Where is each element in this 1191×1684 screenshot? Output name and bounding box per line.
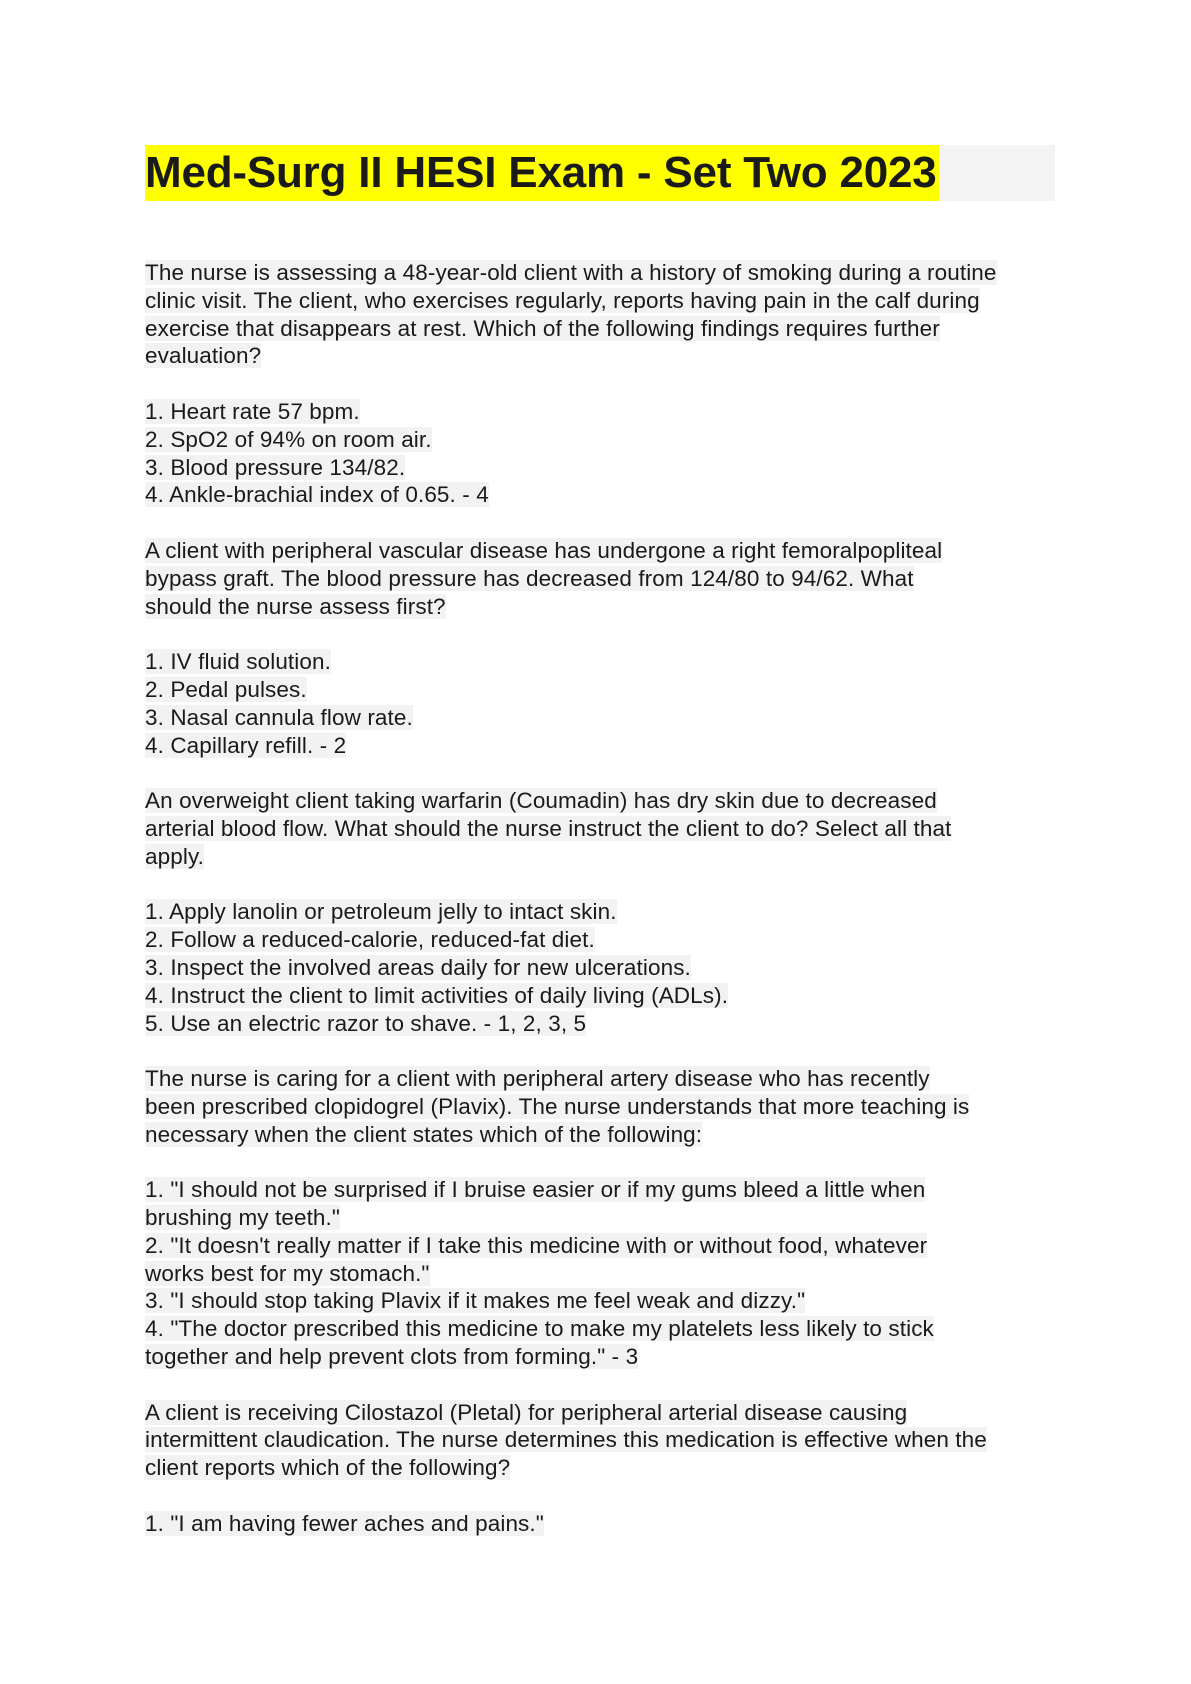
answer-option-line — [145, 898, 1055, 926]
spacer — [145, 620, 1055, 648]
question-block — [145, 259, 1055, 537]
answer-option-text: 1. Apply lanolin or petroleum jelly to intact skin. — [145, 899, 617, 925]
answer-option-text: 4. Instruct the client to limit activities of daily living (ADLs). — [145, 982, 729, 1008]
answer-option-line — [145, 1315, 1055, 1343]
question-stem-text: exercise that disappears at rest. Which of the following findings requires further — [145, 315, 940, 341]
question-stem-line — [145, 815, 1055, 843]
question-stem-line — [145, 565, 1055, 593]
question-list — [145, 259, 1055, 1538]
question-stem-text: apply. — [145, 843, 204, 869]
answer-option-text: 3. "I should stop taking Plavix if it makes me feel weak and dizzy." — [145, 1288, 806, 1314]
question-stem-line — [145, 342, 1055, 370]
question-stem-text: clinic visit. The client, who exercises regularly, reports having pain in the calf during — [145, 287, 980, 313]
spacer — [145, 370, 1055, 398]
answer-option-line — [145, 648, 1055, 676]
question-stem-text: The nurse is caring for a client with peripheral artery disease who has recently — [145, 1066, 930, 1092]
page-title: Med-Surg II HESI Exam - Set Two 2023 — [145, 145, 939, 201]
answer-option-line — [145, 704, 1055, 732]
question-stem-line — [145, 287, 1055, 315]
answer-option-text: 1. IV fluid solution. — [145, 649, 331, 675]
answer-option-line — [145, 1176, 1055, 1204]
question-stem-text: An overweight client taking warfarin (Coumadin) has dry skin due to decreased — [145, 788, 937, 814]
question-stem-line — [145, 787, 1055, 815]
question-stem-line — [145, 1426, 1055, 1454]
question-stem-text: intermittent claudication. The nurse determines this medication is effective when the — [145, 1427, 987, 1453]
answer-option-line — [145, 676, 1055, 704]
spacer — [145, 1371, 1055, 1399]
question-stem-text: necessary when the client states which of the following: — [145, 1121, 703, 1147]
question-stem-text: should the nurse assess first? — [145, 593, 446, 619]
question-stem-text: bypass graft. The blood pressure has decreased from 124/80 to 94/62. What — [145, 565, 914, 591]
answer-option-line — [145, 1510, 1055, 1538]
answer-option-text: 3. Nasal cannula flow rate. — [145, 704, 413, 730]
question-stem-text: arterial blood flow. What should the nurse instruct the client to do? Select all that — [145, 815, 952, 841]
answer-option-line — [145, 398, 1055, 426]
answer-option-text: 2. "It doesn't really matter if I take this medicine with or without food, whatever — [145, 1232, 928, 1258]
question-block — [145, 1065, 1055, 1399]
answer-option-text: 1. "I am having fewer aches and pains." — [145, 1510, 544, 1536]
answer-option-line — [145, 1204, 1055, 1232]
answer-option-line — [145, 982, 1055, 1010]
question-block — [145, 787, 1055, 1065]
question-stem-line — [145, 1093, 1055, 1121]
answer-option-line — [145, 926, 1055, 954]
answer-option-text: 2. SpO2 of 94% on room air. — [145, 426, 432, 452]
answer-option-text: 3. Inspect the involved areas daily for new ulcerations. — [145, 954, 691, 980]
question-stem-text: evaluation? — [145, 343, 262, 369]
answer-option-line — [145, 1343, 1055, 1371]
question-stem-line — [145, 259, 1055, 287]
question-stem-text: The nurse is assessing a 48-year-old client with a history of smoking during a routine — [145, 260, 997, 285]
question-stem-text: been prescribed clopidogrel (Plavix). The nurse understands that more teaching is — [145, 1093, 970, 1119]
question-stem-line — [145, 315, 1055, 343]
question-stem-text: client reports which of the following? — [145, 1455, 511, 1481]
answer-option-line — [145, 426, 1055, 454]
question-stem-line — [145, 1454, 1055, 1482]
question-stem-line — [145, 843, 1055, 871]
answer-option-text: 4. "The doctor prescribed this medicine to make my platelets less likely to stick — [145, 1316, 934, 1342]
answer-option-text: 1. "I should not be surprised if I bruise easier or if my gums bleed a little when — [145, 1177, 926, 1203]
title-band — [145, 145, 1055, 201]
spacer — [145, 1037, 1055, 1065]
answer-option-line — [145, 1010, 1055, 1038]
answer-option-text: works best for my stomach." — [145, 1260, 430, 1286]
question-stem-text: A client is receiving Cilostazol (Pletal) for peripheral arterial disease causing — [145, 1399, 908, 1425]
spacer — [145, 1482, 1055, 1510]
spacer — [145, 871, 1055, 899]
answer-option-line — [145, 732, 1055, 760]
answer-option-text: 3. Blood pressure 134/82. — [145, 454, 406, 480]
answer-option-text: 5. Use an electric razor to shave. - 1, 2, 3, 5 — [145, 1010, 587, 1036]
question-stem-line — [145, 1121, 1055, 1149]
question-block — [145, 537, 1055, 787]
answer-option-line — [145, 1287, 1055, 1315]
spacer — [145, 759, 1055, 787]
answer-option-text: 4. Capillary refill. - 2 — [145, 732, 347, 758]
answer-option-line — [145, 1232, 1055, 1260]
answer-option-text: together and help prevent clots from forming." - 3 — [145, 1344, 639, 1370]
document-page — [145, 145, 1055, 1538]
answer-option-text: 2. Follow a reduced-calorie, reduced-fat diet. — [145, 927, 595, 953]
question-stem-text: A client with peripheral vascular disease has undergone a right femoralpopliteal — [145, 537, 943, 563]
answer-option-line — [145, 1260, 1055, 1288]
answer-option-text: 2. Pedal pulses. — [145, 676, 307, 702]
answer-option-text: brushing my teeth." — [145, 1205, 340, 1231]
answer-option-line — [145, 454, 1055, 482]
spacer — [145, 509, 1055, 537]
answer-option-line — [145, 481, 1055, 509]
answer-option-text: 1. Heart rate 57 bpm. — [145, 398, 360, 424]
question-stem-line — [145, 593, 1055, 621]
answer-option-text: 4. Ankle-brachial index of 0.65. - 4 — [145, 482, 489, 508]
answer-option-line — [145, 954, 1055, 982]
question-stem-line — [145, 1065, 1055, 1093]
question-stem-line — [145, 537, 1055, 565]
spacer — [145, 1149, 1055, 1177]
question-block — [145, 1399, 1055, 1538]
question-stem-line — [145, 1399, 1055, 1427]
